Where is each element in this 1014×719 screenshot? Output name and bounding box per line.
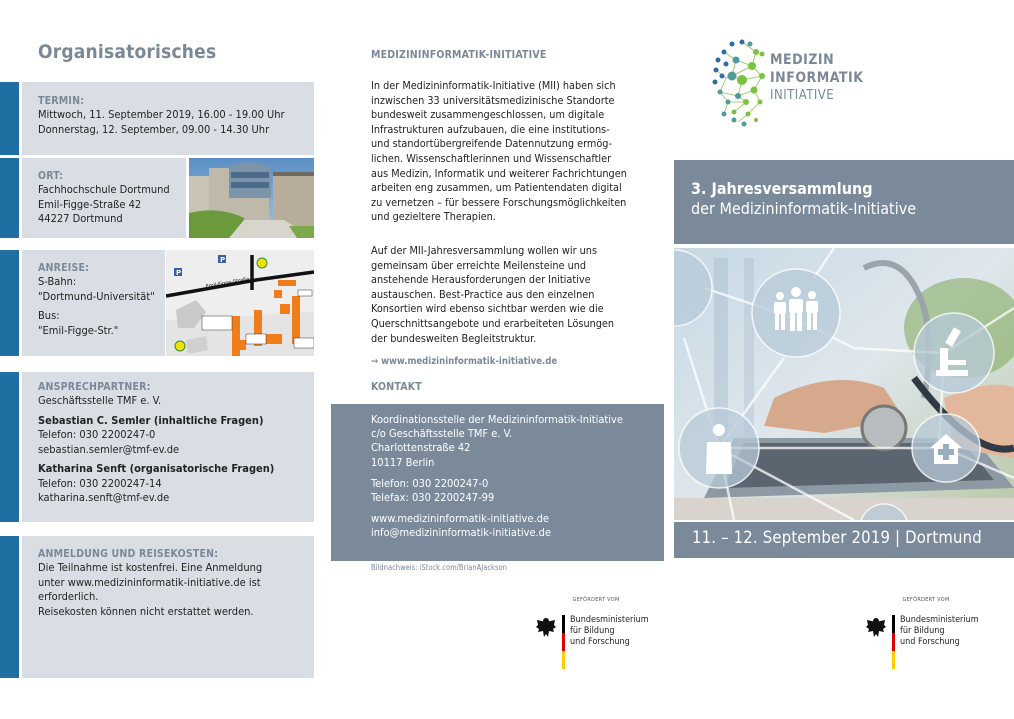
website-link[interactable]: → www.medizininformatik-initiative.de	[371, 356, 558, 367]
campus-map	[166, 250, 314, 356]
ansprechpartner-box	[22, 372, 314, 522]
ort-heading: ORT:	[38, 170, 64, 182]
ort-line: Emil-Figge-Straße 42	[38, 197, 142, 211]
bus-label: Bus:	[38, 309, 60, 322]
logo-text: INITIATIVE	[770, 88, 835, 103]
org-name: Geschäftsstelle TMF e. V.	[38, 394, 162, 407]
event-title: 3. Jahresversammlung	[691, 179, 873, 198]
federal-eagle-icon	[536, 617, 556, 639]
bus-value: "Emil-Figge-Str."	[38, 323, 119, 337]
email[interactable]: info@medizininformatik-initiative.de	[371, 526, 552, 540]
fax: Telefax: 030 2200247-99	[371, 491, 495, 505]
federal-eagle-icon	[866, 617, 886, 639]
event-title-box	[674, 160, 1014, 244]
address-line: c/o Geschäftsstelle TMF e. V.	[371, 427, 513, 441]
contact-name: Katharina Senft (organisatorische Fragen)	[38, 462, 275, 475]
sbahn-value: "Dortmund-Universität"	[38, 289, 155, 303]
ort-line: Fachhochschule Dortmund	[38, 183, 170, 196]
ort-line: 44227 Dortmund	[38, 212, 123, 225]
address-line: Koordinationsstelle der Medizininformatik-Initiative	[371, 413, 623, 426]
website[interactable]: www.medizininformatik-initiative.de	[371, 512, 550, 526]
anmeldung-box	[22, 536, 314, 678]
accent-stripe	[0, 82, 19, 155]
termin-box	[22, 82, 314, 155]
address-line: 10117 Berlin	[371, 455, 435, 469]
network-globe-icon	[712, 36, 772, 128]
funder-label: GEFÖRDERT VOM	[902, 597, 950, 603]
termin-line: Donnerstag, 12. September, 09.00 - 14.30 Uhr	[38, 122, 270, 136]
contact-email[interactable]: sebastian.semler@tmf-ev.de	[38, 442, 180, 456]
contact-phone: Telefon: 030 2200247-14	[38, 476, 162, 490]
accent-stripe	[0, 372, 19, 522]
funder-name: Bundesministerium für Bildung und Forschung	[900, 615, 979, 647]
svg-text:P: P	[176, 269, 182, 277]
anreise-box	[22, 250, 165, 356]
termin-line: Mittwoch, 11. September 2019, 16.00 - 19.00 Uhr	[38, 108, 285, 121]
map-street-label: Emil-Figge-Straße	[205, 276, 250, 290]
ort-box	[22, 158, 186, 238]
contact-box	[331, 404, 664, 561]
intro-paragraph: In der Medizininformatik-Initiative (MII) haben sich inzwischen 33 universitätsmedizinische Standorte bundesweit zusammengeschlossen, um digitale Infrastrukturen aufzubauen, die eine institutions- und standortübergreifende Datennutzung ermög- lichen. Wissenschaftlerinnen und Wissenschaftler aus Medizin, Informatik und weiterer Fachrichtungen arbeiten eng zusammen, um Patientendaten digital zu vernetzen – für bessere Forschungsmöglichkeiten und gezieltere Therapien.	[371, 79, 627, 224]
sbahn-label: S-Bahn:	[38, 275, 77, 288]
section-title: Organisatorisches	[38, 41, 217, 63]
bmbf-logo	[536, 597, 656, 677]
image-credit: Bildnachweis: iStock.com/BrianAJackson	[371, 563, 507, 572]
contact-email[interactable]: katharina.senft@tmf-ev.de	[38, 491, 170, 504]
german-flag-bar	[892, 615, 895, 669]
anreise-heading: ANREISE:	[38, 262, 90, 274]
mii-logo	[712, 36, 882, 128]
building-photo	[189, 158, 314, 238]
event-subtitle: der Medizininformatik-Initiative	[691, 199, 917, 218]
phone: Telefon: 030 2200247-0	[371, 476, 489, 490]
ansprechpartner-heading: ANSPRECHPARTNER:	[38, 381, 151, 393]
anmeldung-line: unter www.medizininformatik-initiative.de ist	[38, 575, 261, 589]
event-paragraph: Auf der MII-Jahresversammlung wollen wir uns gemeinsam über erreichte Meilensteine und anstehende Herausforderungen der Initiative austauschen. Best-Practice aus den einzelnen Konsortien wird ebenso sichtbar werden wie die Querschnittsangebote und erarbeiteten Lösungen der bundesweiten Begleitstruktur.	[371, 244, 615, 345]
anmeldung-line: Die Teilnahme ist kostenfrei. Eine Anmeldung	[38, 561, 263, 574]
address-line: Charlottenstraße 42	[371, 441, 471, 455]
anmeldung-heading: ANMELDUNG UND REISEKOSTEN:	[38, 548, 219, 560]
anmeldung-line: Reisekosten können nicht erstattet werden.	[38, 604, 254, 618]
accent-stripe	[0, 158, 19, 238]
contact-name: Sebastian C. Semler (inhaltliche Fragen)	[38, 413, 264, 427]
german-flag-bar	[562, 615, 565, 669]
logo-text: MEDIZIN	[770, 52, 835, 68]
bmbf-logo	[866, 597, 986, 677]
termin-heading: TERMIN:	[38, 95, 85, 107]
kontakt-heading: KONTAKT	[371, 381, 422, 393]
accent-stripe	[0, 536, 19, 678]
anmeldung-line: erforderlich.	[38, 590, 99, 603]
accent-stripe	[0, 250, 19, 356]
svg-text:P: P	[220, 256, 226, 264]
funder-name: Bundesministerium für Bildung und Forschung	[570, 615, 649, 647]
hero-image	[674, 248, 1014, 520]
funder-label: GEFÖRDERT VOM	[572, 597, 620, 603]
event-date: 11. – 12. September 2019 | Dortmund	[674, 522, 1014, 558]
logo-text: INFORMATIK	[770, 70, 864, 86]
mii-heading: MEDIZININFORMATIK-INITIATIVE	[371, 49, 547, 61]
contact-phone: Telefon: 030 2200247-0	[38, 428, 156, 441]
